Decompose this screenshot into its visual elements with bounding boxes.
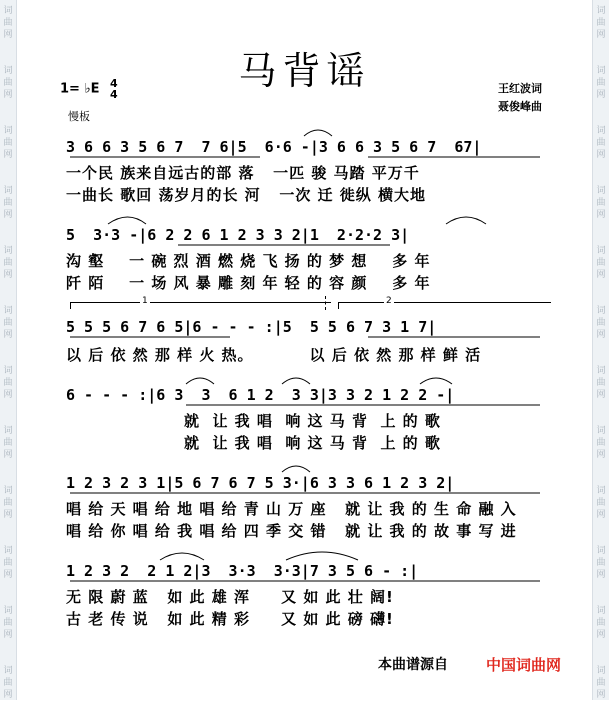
watermark-glyph: 网 bbox=[596, 630, 606, 640]
watermark-glyph: 网 bbox=[3, 90, 13, 100]
composer-credit: 聂俊峰曲 bbox=[498, 100, 542, 113]
watermark-glyph: 曲 bbox=[596, 258, 606, 268]
watermark-glyph: 网 bbox=[596, 330, 606, 340]
watermark-glyph: 网 bbox=[596, 510, 606, 520]
score-line-6-lyric-1: 无 限 蔚 蓝 如 此 雄 浑 又 如 此 壮 阔! bbox=[66, 588, 394, 606]
watermark-glyph: 曲 bbox=[596, 198, 606, 208]
watermark-glyph: 网 bbox=[596, 150, 606, 160]
volta-divider bbox=[325, 296, 327, 310]
watermark-glyph: 词 bbox=[596, 306, 606, 316]
watermark-glyph: 词 bbox=[3, 306, 13, 316]
watermark-glyph: 曲 bbox=[596, 618, 606, 628]
watermark-glyph: 曲 bbox=[3, 438, 13, 448]
watermark-glyph: 网 bbox=[596, 390, 606, 400]
score-line-4-lyric-2: 就 让 我 唱 响 这 马 背 上 的 歌 bbox=[184, 434, 441, 452]
watermark-glyph: 网 bbox=[3, 510, 13, 520]
watermark-glyph: 词 bbox=[596, 546, 606, 556]
watermark-glyph: 曲 bbox=[596, 18, 606, 28]
watermark-glyph: 词 bbox=[596, 126, 606, 136]
watermark-glyph: 曲 bbox=[596, 78, 606, 88]
volta-bracket-1 bbox=[70, 302, 331, 309]
watermark-glyph: 曲 bbox=[3, 18, 13, 28]
watermark-glyph: 曲 bbox=[3, 678, 13, 688]
watermark-glyph: 网 bbox=[3, 30, 13, 40]
volta-bracket-2 bbox=[338, 302, 551, 309]
watermark-glyph: 曲 bbox=[3, 378, 13, 388]
score-line-3-lyric-1: 以 后 依 然 那 样 火 热。 以 后 依 然 那 样 鲜 活 bbox=[66, 346, 482, 364]
slur-mark bbox=[420, 378, 452, 384]
watermark-glyph: 词 bbox=[3, 546, 13, 556]
watermark-glyph: 词 bbox=[596, 666, 606, 676]
score-line-2-lyric-1: 沟 壑 一 碗 烈 酒 燃 烧 飞 扬 的 梦 想 多 年 bbox=[66, 252, 431, 270]
song-title: 马背谣 bbox=[238, 49, 371, 93]
right-watermark-strip bbox=[592, 0, 609, 700]
watermark-glyph: 词 bbox=[3, 366, 13, 376]
watermark-glyph: 网 bbox=[3, 270, 13, 280]
watermark-glyph: 曲 bbox=[3, 258, 13, 268]
watermark-glyph: 网 bbox=[3, 690, 13, 700]
site-link[interactable]: 中国词曲网 bbox=[486, 656, 562, 674]
score-line-5-lyric-2: 唱 给 你 唱 给 我 唱 给 四 季 交 错 就 让 我 的 故 事 写 进 bbox=[66, 522, 517, 540]
watermark-glyph: 词 bbox=[3, 246, 13, 256]
slur-mark bbox=[186, 378, 214, 384]
left-watermark-strip bbox=[0, 0, 17, 700]
watermark-glyph: 词 bbox=[3, 606, 13, 616]
watermark-glyph: 曲 bbox=[596, 438, 606, 448]
watermark-glyph: 词 bbox=[3, 126, 13, 136]
watermark-glyph: 词 bbox=[596, 66, 606, 76]
watermark-glyph: 曲 bbox=[3, 618, 13, 628]
score-line-3-notes: 5 5 5 6 7 6 5|6 - - - :|5 5 5 6 7 3 1 7| bbox=[66, 318, 437, 336]
watermark-glyph: 网 bbox=[596, 450, 606, 460]
volta-label-2: 2 bbox=[386, 296, 392, 306]
time-bottom: 4 bbox=[110, 88, 118, 101]
watermark-glyph: 词 bbox=[596, 246, 606, 256]
watermark-glyph: 网 bbox=[3, 630, 13, 640]
score-line-6-lyric-2: 古 老 传 说 如 此 精 彩 又 如 此 磅 礴! bbox=[66, 610, 394, 628]
score-line-4-lyric-1: 就 让 我 唱 响 这 马 背 上 的 歌 bbox=[184, 412, 441, 430]
watermark-glyph: 词 bbox=[3, 666, 13, 676]
watermark-glyph: 词 bbox=[3, 6, 13, 16]
key-signature bbox=[60, 78, 118, 100]
watermark-glyph: 网 bbox=[596, 210, 606, 220]
slur-mark bbox=[304, 130, 332, 136]
score-line-5-notes: 1 2 3 2 3 1|5 6 7 6 7 5 3·|6 3 3 6 1 2 3 2| bbox=[66, 474, 455, 492]
watermark-glyph: 曲 bbox=[3, 198, 13, 208]
watermark-glyph: 网 bbox=[596, 90, 606, 100]
slur-mark bbox=[282, 466, 310, 472]
score-line-1-lyric-2: 一曲长 歌回 荡岁月的长 河 一次 迁 徙纵 横大地 bbox=[66, 186, 427, 204]
watermark-glyph: 词 bbox=[596, 486, 606, 496]
watermark-glyph: 网 bbox=[596, 570, 606, 580]
watermark-glyph: 曲 bbox=[3, 318, 13, 328]
watermark-glyph: 曲 bbox=[596, 558, 606, 568]
time-signature bbox=[110, 78, 118, 100]
watermark-glyph: 曲 bbox=[596, 678, 606, 688]
watermark-glyph: 曲 bbox=[3, 138, 13, 148]
slur-mark bbox=[108, 217, 146, 224]
watermark-glyph: 曲 bbox=[596, 318, 606, 328]
source-label: 本曲谱源自 bbox=[378, 657, 448, 673]
volta-label-1: 1 bbox=[142, 296, 148, 306]
watermark-glyph: 词 bbox=[596, 186, 606, 196]
watermark-glyph: 网 bbox=[596, 30, 606, 40]
key-label: 1= ♭E bbox=[60, 81, 100, 97]
watermark-glyph: 词 bbox=[3, 186, 13, 196]
watermark-glyph: 网 bbox=[3, 330, 13, 340]
tempo-marking: 慢板 bbox=[68, 110, 90, 123]
watermark-glyph: 网 bbox=[3, 210, 13, 220]
watermark-glyph: 网 bbox=[596, 270, 606, 280]
slur-mark bbox=[286, 552, 358, 560]
watermark-glyph: 网 bbox=[3, 450, 13, 460]
watermark-glyph: 词 bbox=[3, 426, 13, 436]
watermark-glyph: 词 bbox=[596, 606, 606, 616]
watermark-glyph: 曲 bbox=[3, 498, 13, 508]
score-line-4-notes: 6 - - - :|6 3 3 6 1 2 3 3|3 3 2 1 2 2 -| bbox=[66, 386, 455, 404]
watermark-glyph: 曲 bbox=[596, 498, 606, 508]
watermark-glyph: 网 bbox=[3, 390, 13, 400]
score-line-1-lyric-1: 一个民 族来自远古的部 落 一匹 骏 马踏 平万千 bbox=[66, 164, 420, 182]
score-line-6-notes: 1 2 3 2 2 1 2|3 3·3 3·3|7 3 5 6 - :| bbox=[66, 562, 419, 580]
watermark-glyph: 曲 bbox=[596, 138, 606, 148]
time-top: 4 bbox=[110, 77, 118, 90]
watermark-glyph: 网 bbox=[596, 690, 606, 700]
watermark-glyph: 曲 bbox=[596, 378, 606, 388]
watermark-glyph: 词 bbox=[3, 486, 13, 496]
lyricist-credit: 王红波词 bbox=[498, 82, 542, 95]
watermark-glyph: 网 bbox=[3, 150, 13, 160]
score-line-5-lyric-1: 唱 给 天 唱 给 地 唱 给 青 山 万 座 就 让 我 的 生 命 融 入 bbox=[66, 500, 517, 518]
score-line-1-notes: 3 6 6 3 5 6 7 7 6|5 6·6 -|3 6 6 3 5 6 7 67| bbox=[66, 138, 482, 156]
watermark-glyph: 网 bbox=[3, 570, 13, 580]
watermark-glyph: 曲 bbox=[3, 78, 13, 88]
watermark-glyph: 词 bbox=[596, 366, 606, 376]
score-line-2-notes: 5 3·3 -|6 2 2 6 1 2 3 3 2|1 2·2·2 3| bbox=[66, 226, 410, 244]
slur-mark bbox=[282, 378, 310, 384]
score-line-2-lyric-2: 阡 陌 一 场 风 暴 雕 刻 年 轻 的 容 颜 多 年 bbox=[66, 274, 431, 292]
watermark-glyph: 词 bbox=[596, 426, 606, 436]
watermark-glyph: 曲 bbox=[3, 558, 13, 568]
slur-mark bbox=[160, 553, 204, 560]
slur-mark bbox=[446, 217, 486, 224]
watermark-glyph: 词 bbox=[596, 6, 606, 16]
watermark-glyph: 词 bbox=[3, 66, 13, 76]
